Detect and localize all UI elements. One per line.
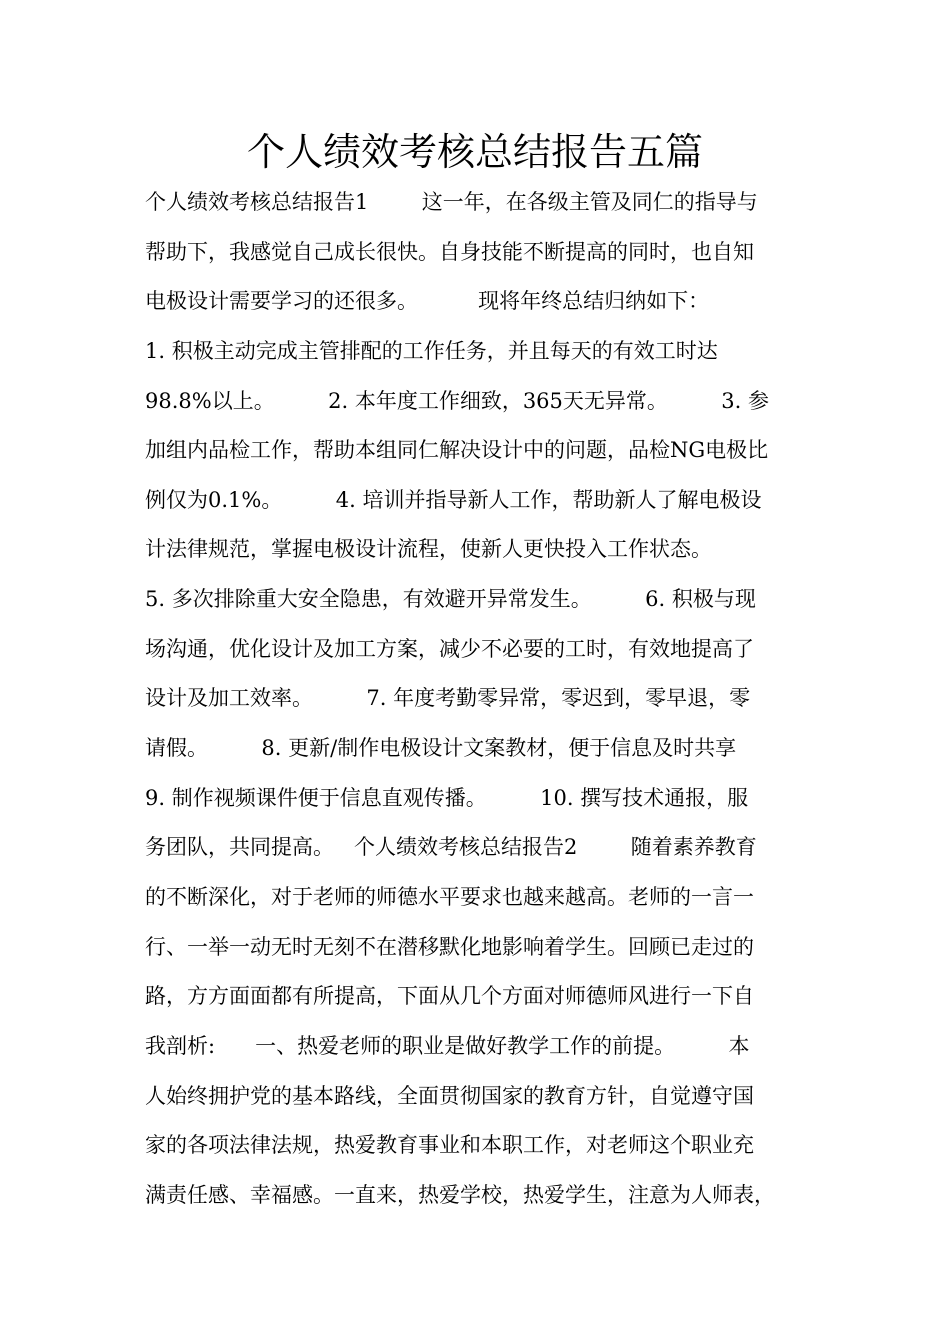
body-line: 设计及加工效率。 7. 年度考勤零异常，零迟到，零早退，零	[145, 686, 751, 711]
body-line: 场沟通，优化设计及加工方案，减少不必要的工时，有效地提高了	[145, 636, 754, 661]
document-title: 个人绩效考核总结报告五篇	[246, 130, 703, 174]
document-body	[145, 178, 815, 1220]
body-line: 请假。 8. 更新/制作电极设计文案教材，便于信息及时共享	[145, 736, 737, 761]
body-line: 5. 多次排除重大安全隐患，有效避开异常发生。 6. 积极与现	[145, 587, 756, 612]
body-line: 帮助下，我感觉自己成长很快。自身技能不断提高的同时，也自知	[145, 239, 754, 264]
body-line: 9. 制作视频课件便于信息直观传播。 10. 撰写技术通报，服	[145, 785, 749, 810]
body-line: 计法律规范，掌握电极设计流程，使新人更快投入工作状态。	[145, 537, 712, 562]
body-line: 满责任感、幸福感。一直来，热爱学校，热爱学生，注意为人师表，	[145, 1182, 775, 1207]
body-line: 行、一举一动无时无刻不在潜移默化地影响着学生。回顾已走过的	[145, 934, 754, 959]
body-line: 我剖析: 一、热爱老师的职业是做好教学工作的前提。 本	[145, 1033, 750, 1058]
body-line: 个人绩效考核总结报告1 这一年，在各级主管及同仁的指导与	[145, 190, 758, 214]
body-line: 人始终拥护党的基本路线，全面贯彻国家的教育方针，自觉遵守国	[145, 1083, 754, 1108]
body-line: 1. 积极主动完成主管排配的工作任务，并且每天的有效工时达	[145, 338, 718, 363]
body-line: 电极设计需要学习的还很多。 现将年终总结归纳如下：	[145, 289, 710, 314]
body-line: 务团队，共同提高。 个人绩效考核总结报告2 随着素养教育	[145, 835, 757, 860]
body-line: 家的各项法律法规，热爱教育事业和本职工作，对老师这个职业充	[145, 1133, 754, 1158]
body-line: 路，方方面面都有所提高，下面从几个方面对师德师风进行一下自	[145, 984, 754, 1009]
body-line: 的不断深化，对于老师的师德水平要求也越来越高。老师的一言一	[145, 884, 754, 909]
body-line: 98.8%以上。 2. 本年度工作细致，365天无异常。 3. 参	[145, 388, 770, 413]
body-line: 例仅为0.1%。 4. 培训并指导新人工作，帮助新人了解电极设	[145, 487, 762, 512]
body-line: 加组内品检工作，帮助本组同仁解决设计中的问题，品检NG电极比	[145, 438, 769, 463]
